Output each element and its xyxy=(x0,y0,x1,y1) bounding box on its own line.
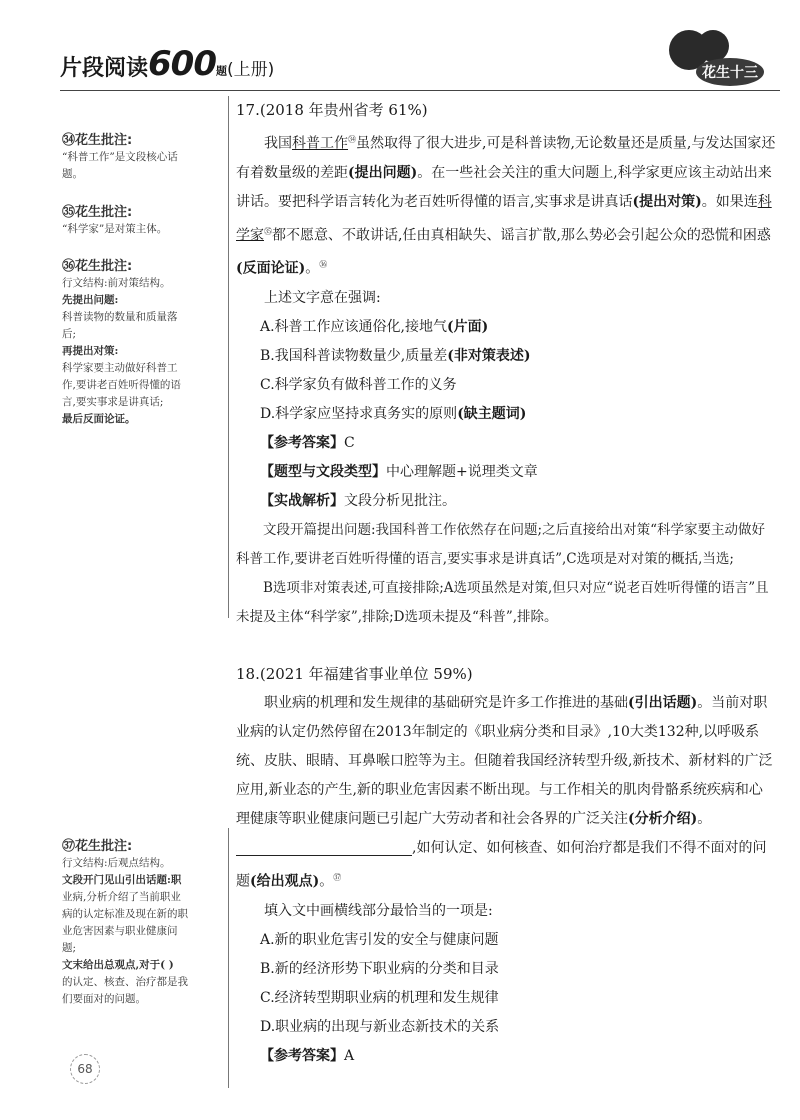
option-a: A.科普工作应该通俗化,接地气(片面) xyxy=(260,318,489,335)
annotation-tag: (提出对策) xyxy=(632,193,702,210)
option-d: D.职业病的出现与新业态新技术的关系 xyxy=(260,1018,500,1035)
note-title: ㊲花生批注: xyxy=(62,839,133,854)
option-c: C.经济转型期职业病的机理和发生规律 xyxy=(260,989,499,1006)
note-title: ㉟花生批注: xyxy=(62,205,133,220)
option-b: B.新的经济形势下职业病的分类和目录 xyxy=(260,960,499,977)
note-line: 们要面对的问题。 xyxy=(62,993,146,1005)
passage-text: 。 xyxy=(319,873,334,890)
header-volume: (上册) xyxy=(227,60,275,80)
note-line: 业病,分析介绍了当前职业 xyxy=(62,891,181,903)
page-number: 68 xyxy=(70,1054,100,1084)
note-line: 先提出问题: xyxy=(62,294,119,306)
passage-text: ,如何认定、如何核查、如何治疗都是我们不得不面对的问题 xyxy=(236,840,767,890)
note-line: 言,要实事求是讲真话; xyxy=(62,396,164,408)
keyword-underlined: 科学家 xyxy=(236,193,772,244)
passage-text: 都不愿意、不敢讲话,任由真相缺失、谣言扩散,那么势必会引起公众的恐慌和困惑 xyxy=(272,227,771,244)
note-line: 业危害因素与职业健康问 xyxy=(62,925,178,937)
passage-text: 。在一些社会关注的重大问题上,科学家更应该主动站出来讲话。要把科学语言转化为老百姓听得懂的语言,实事求是讲真话 xyxy=(236,164,772,210)
passage-text: 虽然取得了很大进步,可是科普读物,无论数量还是质量,与发达国家还有着数量级的差距 xyxy=(236,135,776,181)
note-line: 后; xyxy=(62,328,77,340)
sidebar-note-34 xyxy=(62,132,222,183)
brand-logo xyxy=(655,20,765,104)
note-line: 文末给出总观点,对于( ) xyxy=(62,959,174,971)
option-d: D.科学家应坚持求真务实的原则(缺主题词) xyxy=(260,405,527,422)
header-title: 片段阅读 xyxy=(60,56,149,81)
note-line: 病的认定标准及现在新的职 xyxy=(62,908,188,920)
note-line: 行文结构:前对策结构。 xyxy=(62,277,171,289)
running-header xyxy=(60,44,274,84)
divider-line xyxy=(228,96,229,618)
question-stem: 填入文中画横线部分最恰当的一项是: xyxy=(264,902,493,919)
annotation-tag: (引出话题) xyxy=(628,695,698,711)
question-17 xyxy=(236,96,776,632)
header-number: 600 xyxy=(148,44,216,84)
note-line: “科学家”是对策主体。 xyxy=(62,223,168,235)
annotation-tag: (提出问题) xyxy=(348,164,418,181)
question-18 xyxy=(236,660,776,1071)
note-marker: ㊱ xyxy=(319,260,328,270)
fill-in-blank xyxy=(236,841,412,856)
note-marker: ㊲ xyxy=(333,873,342,882)
keyword-underlined: 科普工作 xyxy=(292,135,348,152)
passage-text: 我国 xyxy=(264,135,292,152)
note-line: 再提出对策: xyxy=(62,345,119,357)
analysis-para-1: 文段开篇提出问题:我国科普工作依然存在问题;之后直接给出对策“科学家要主动做好科普工作,要讲老百姓听得懂的语言,要实事求是讲真话”,C选项是对对策的概括,当选; xyxy=(236,521,765,567)
note-line: 科学家要主动做好科普工 xyxy=(62,362,178,374)
annotation-tag: (给出观点) xyxy=(250,873,320,890)
answer-line: 【参考答案】C xyxy=(260,434,355,451)
note-line: 行文结构:后观点结构。 xyxy=(62,857,171,869)
passage-text: 。 xyxy=(697,811,712,827)
header-suffix: 题 xyxy=(216,64,227,78)
question-heading: 18.(2021 年福建省事业单位 59%) xyxy=(236,665,473,683)
option-c: C.科学家负有做科普工作的义务 xyxy=(260,376,457,393)
note-line: 文段开门见山引出话题:职 xyxy=(62,874,182,886)
note-line: 最后反面论证。 xyxy=(62,413,136,425)
note-line: 题。 xyxy=(62,168,83,180)
analysis-para-2: B选项非对策表述,可直接排除;A选项虽然是对策,但只对应“说老百姓听得懂的语言”且未提及主体“科学家”,排除;D选项未提及“科普”,排除。 xyxy=(236,579,769,625)
divider-line xyxy=(228,828,229,1088)
passage-text: 职业病的机理和发生规律的基础研究是许多工作推进的基础 xyxy=(264,695,628,711)
note-marker: ㉞ xyxy=(348,135,356,144)
passage-text: 。当前对职业病的认定仍然停留在2013年制定的《职业病分类和目录》,10大类132种,以呼吸系统、皮肤、眼睛、耳鼻喉口腔等为主。但随着我国经济转型升级,新技术、新材料的广泛应用,新业态的产生,新的职业危害因素不断出现。与工作相关的肌肉骨骼系统疾病和心理健康等职业健康问题已引起广大劳动者和社会各界的广泛关注 xyxy=(236,695,773,827)
question-stem: 上述文字意在强调: xyxy=(264,289,381,306)
passage-text: 。 xyxy=(305,260,320,277)
note-title: ㉞花生批注: xyxy=(62,133,133,148)
question-heading: 17.(2018 年贵州省考 61%) xyxy=(236,101,428,119)
note-line: 科普读物的数量和质量落 xyxy=(62,311,178,323)
logo-text: 花生十三 xyxy=(702,65,758,81)
type-line: 【题型与文段类型】中心理解题+说理类文章 xyxy=(260,463,538,480)
passage xyxy=(236,125,776,284)
passage-text: 。如果连 xyxy=(701,193,758,210)
annotation-tag: (分析介绍) xyxy=(628,811,698,827)
sidebar-note-36 xyxy=(62,258,222,428)
annotation-tag: (反面论证) xyxy=(236,260,306,277)
note-title: ㊱花生批注: xyxy=(62,259,133,274)
option-a: A.新的职业危害引发的安全与健康问题 xyxy=(260,931,499,948)
note-line: 题; xyxy=(62,942,77,954)
sidebar-note-35 xyxy=(62,204,222,238)
answer-line: 【参考答案】A xyxy=(260,1047,355,1064)
note-line: 的认定、核查、治疗都是我 xyxy=(62,976,188,988)
sidebar-note-37 xyxy=(62,838,222,1008)
analysis-line: 【实战解析】文段分析见批注。 xyxy=(260,492,456,509)
note-line: 作,要讲老百姓听得懂的语 xyxy=(62,379,181,391)
option-b: B.我国科普读物数量少,质量差(非对策表述) xyxy=(260,347,531,364)
note-line: “科普工作”是文段核心话 xyxy=(62,151,178,163)
passage xyxy=(236,689,776,897)
note-marker: ㉟ xyxy=(264,226,272,236)
